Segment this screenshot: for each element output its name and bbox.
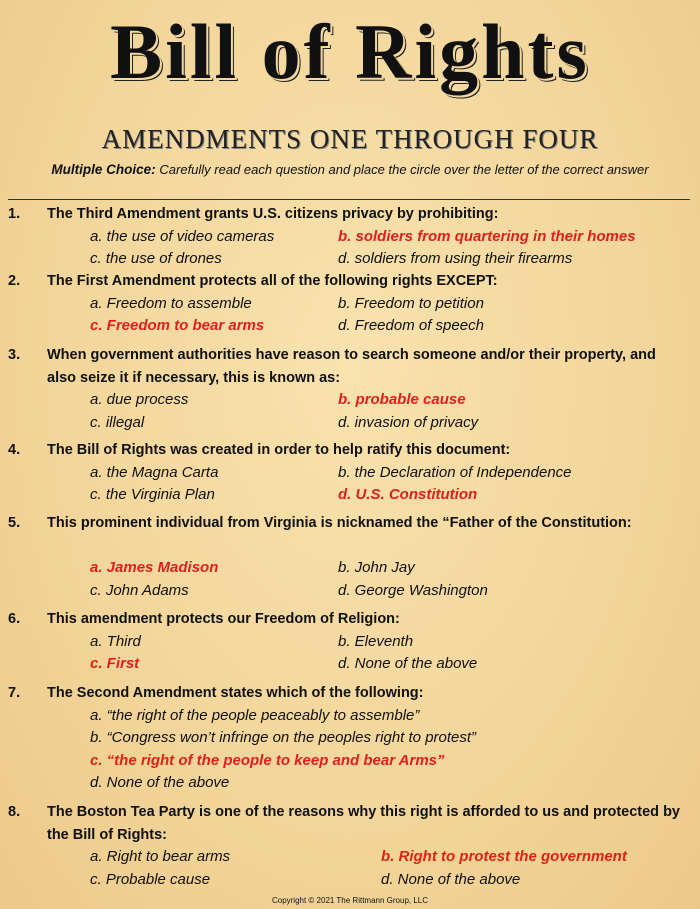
copyright: Copyright © 2021 The Rittmann Group, LLC [271,896,429,905]
question-number: 5. [8,515,21,531]
answer-option[interactable]: b. the Declaration of Independence [338,463,572,481]
divider [8,199,690,200]
question-number: 7. [8,685,21,701]
answer-option[interactable]: a. “the right of the people peaceably to assemble” [90,706,420,724]
question-text: The Bill of Rights was created in order to help ratify this document: [47,442,511,458]
answer-option[interactable]: c. John Adams [90,581,189,599]
answer-option[interactable]: c. the Virginia Plan [90,486,215,503]
answer-option[interactable]: b. Freedom to petition [338,294,484,312]
instructions-label: Multiple Choice: [51,162,156,177]
question-text: The Boston Tea Party is one of the reasons why this right is afforded to us and protected by the Bill of Rights: [47,804,680,843]
answer-option-correct[interactable]: b. Right to protest the government [381,848,627,865]
question-number: 3. [8,347,21,363]
question-number: 1. [8,206,21,222]
page-title: Bill of Rights [110,8,590,95]
answer-option-correct[interactable]: a. James Madison [90,559,219,576]
answer-option-correct[interactable]: c. First [90,655,140,672]
answer-option[interactable]: d. Freedom of speech [338,317,484,334]
question-number: 2. [8,273,21,289]
answer-option[interactable]: a. the use of video cameras [90,227,275,245]
question-number: 4. [8,442,21,458]
answer-option[interactable]: b. Eleventh [338,632,414,650]
answer-option[interactable]: c. the use of drones [90,250,222,267]
answer-option[interactable]: d. None of the above [338,655,478,672]
answer-option[interactable]: b. “Congress won’t infringe on the peoples right to protest” [90,729,477,746]
answer-option[interactable]: a. Right to bear arms [90,848,231,865]
instructions-text: Carefully read each question and place the circle over the letter of the correct answer [159,162,649,177]
answer-option-correct[interactable]: d. U.S. Constitution [338,486,478,503]
question-number: 8. [8,804,21,820]
answer-option[interactable]: d. None of the above [381,870,521,888]
question-text: When government authorities have reason to search someone and/or their property, and also seize it if necessary, this is known as: [47,347,656,386]
question-text: This amendment protects our Freedom of Religion: [47,611,400,627]
answer-option-correct[interactable]: c. Freedom to bear arms [90,317,265,334]
answer-option[interactable]: d. invasion of privacy [338,413,479,431]
question-text: The Second Amendment states which of the following: [47,685,424,701]
instructions [20,160,680,180]
answer-option[interactable]: a. Freedom to assemble [90,294,252,312]
question-number: 6. [8,611,21,627]
question-text: The First Amendment protects all of the following rights EXCEPT: [47,273,498,289]
answer-option-correct[interactable]: b. probable cause [338,391,466,408]
page-subtitle: AMENDMENTS ONE THROUGH FOUR [101,124,599,154]
answer-option[interactable]: d. George Washington [338,581,488,599]
answer-option[interactable]: d. None of the above [90,774,230,791]
answer-option[interactable]: a. Third [90,632,141,650]
answer-option[interactable]: b. John Jay [338,559,415,576]
answer-option[interactable]: c. Probable cause [90,870,211,888]
question-text: This prominent individual from Virginia is nicknamed the “Father of the Constitution: [47,515,632,531]
answer-option-correct[interactable]: b. soldiers from quartering in their homes [338,227,636,245]
question-text: The Third Amendment grants U.S. citizens privacy by prohibiting: [47,206,499,222]
answer-option[interactable]: c. illegal [90,413,145,431]
answer-option[interactable]: d. soldiers from using their firearms [338,250,573,267]
answer-option[interactable]: a. due process [90,391,189,408]
answer-option-correct[interactable]: c. “the right of the people to keep and bear Arms” [90,751,445,769]
answer-option[interactable]: a. the Magna Carta [90,463,219,481]
